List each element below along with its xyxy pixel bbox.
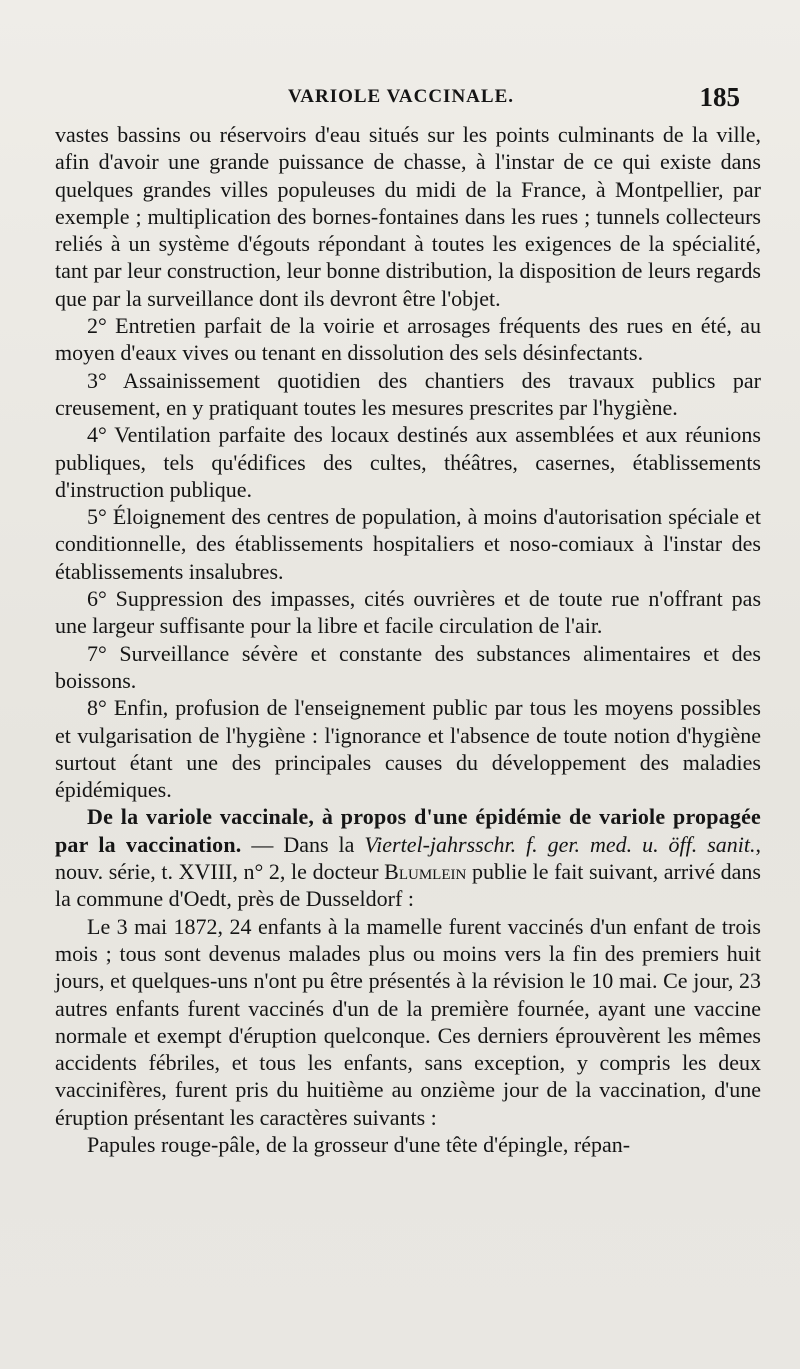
- paragraph-2: 2° Entretien parfait de la voirie et arrosages fréquents des rues en été, au moyen d'eaux vives ou tenant en dissolution des sels désinfectants.: [55, 313, 761, 366]
- paragraph-11: Papules rouge-pâle, de la grosseur d'une tête d'épingle, répan-: [87, 1131, 631, 1157]
- author-name: Blumlein: [384, 859, 467, 885]
- journal-title: Viertel-jahrsschr. f. ger. med. u. öff. sanit.: [364, 831, 756, 857]
- section-title: De la variole vaccinale, à propos d'une épidémie de variole propagée par la vaccination.: [55, 804, 761, 857]
- paragraph-5: 5° Éloignement des centres de population, à moins d'autorisation spéciale et conditionnelle, des établissements hospitaliers et noso-comiaux à l'instar des établissements insalubres.: [55, 504, 761, 584]
- section-mid-text: , nouv. série, t. XVIII, n° 2, le docteur: [55, 831, 761, 885]
- section-paragraph: [55, 803, 761, 912]
- paragraph-4: 4° Ventilation parfaite des locaux destinés aux assemblées et aux réunions publiques, tels qu'édifices des cultes, théâtres, casernes, établissements d'instruction publique.: [55, 422, 761, 502]
- paragraph-7: 7° Surveillance sévère et constante des substances alimentaires et des boissons.: [55, 640, 761, 693]
- paragraph-3: 3° Assainissement quotidien des chantiers des travaux publics par creusement, en y pratiquant toutes les mesures prescrites par l'hygiène.: [55, 367, 761, 420]
- running-title: VARIOLE VACCINALE.: [287, 86, 514, 107]
- paragraph-10: Le 3 mai 1872, 24 enfants à la mamelle furent vaccinés d'un enfant de trois mois ; tous sont devenus malades plus ou moins vers la fin des premiers huit jours, et quelques-uns n'ont pu être présentés à la révision le 10 mai. Ce jour, 23 autres enfants furent vaccinés d'un de la première fournée, ayant une vaccine normale et exempt d'éruption quelconque. Ces derniers éprouvèrent les mêmes accidents fébriles, et tous les enfants, sans exception, y compris les deux vaccinifères, furent pris du huitième au onzième jour de la vaccination, d'une éruption présentant les caractères suivants :: [55, 913, 761, 1130]
- section-dash-text: — Dans la: [241, 831, 365, 857]
- page-body: [55, 121, 761, 1158]
- page-header: [60, 82, 742, 116]
- section-end-text: publie le fait suivant, arrivé dans la commune d'Oedt, près de Dusseldorf :: [55, 859, 761, 912]
- paragraph-6: 6° Suppression des impasses, cités ouvrières et de toute rue n'offrant pas une largeur suffisante pour la libre et facile circulation de l'air.: [55, 586, 761, 639]
- paragraph-8: 8° Enfin, profusion de l'enseignement public par tous les moyens possibles et vulgarisation de l'hygiène : l'ignorance et l'absence de toute notion d'hygiène surtout étant une des principales causes du développement des maladies épidémiques.: [55, 695, 761, 803]
- page-number: 185: [699, 82, 740, 112]
- paragraph-1: vastes bassins ou réservoirs d'eau situés sur les points culminants de la ville, afin d'avoir une grande puissance de chasse, à l'instar de ce qui existe dans quelques grandes villes populeuses du midi de la France, à Montpellier, par exemple ; multiplication des bornes-fontaines dans les rues ; tunnels collecteurs reliés à un système d'égouts répondant à toutes les exigences de la spécialité, tant par leur construction, leur bonne distribution, la disposition de leurs regards que par la surveillance dont ils devront être l'objet.: [55, 122, 761, 311]
